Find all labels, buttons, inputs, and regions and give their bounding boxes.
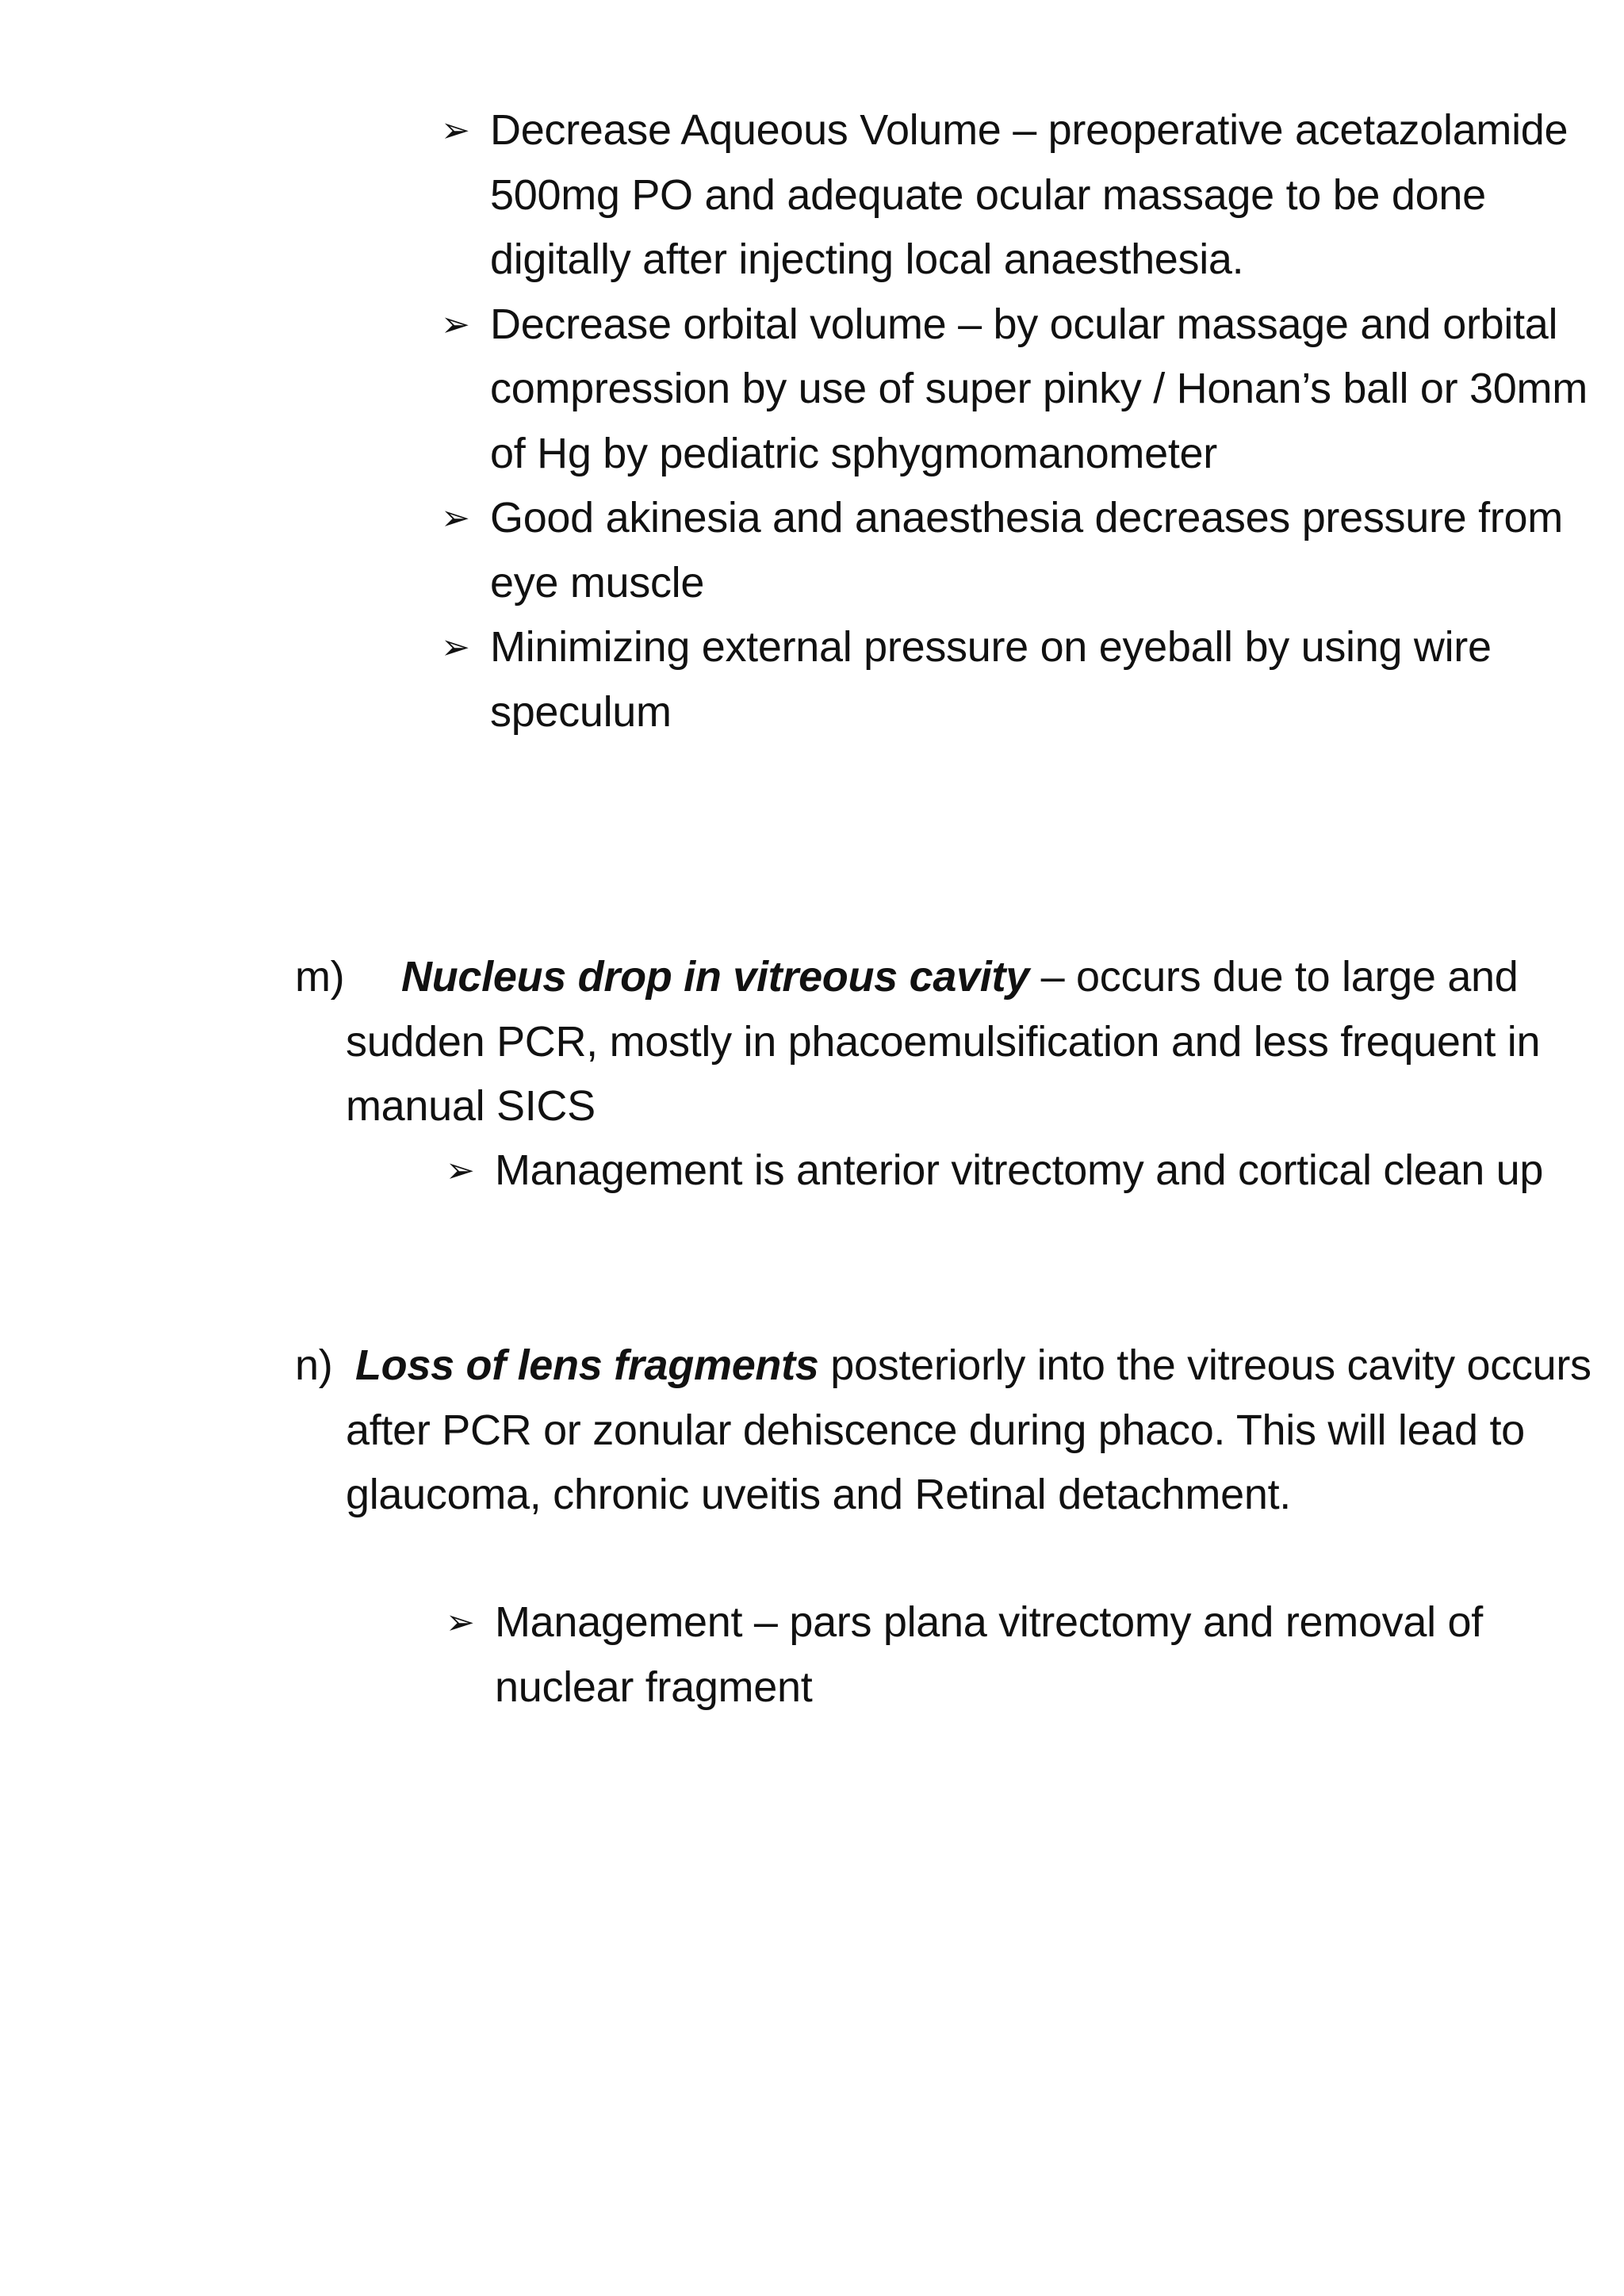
arrow-bullet-icon: ➢ bbox=[446, 1150, 475, 1191]
arrow-bullet-icon: ➢ bbox=[441, 627, 470, 668]
bullet-text: Minimizing external pressure on eyeball by using wire speculum bbox=[490, 623, 1492, 736]
arrow-bullet-icon: ➢ bbox=[441, 304, 470, 345]
arrow-bullet-icon: ➢ bbox=[441, 110, 470, 151]
list-item bbox=[441, 293, 1614, 487]
arrow-bullet-icon: ➢ bbox=[446, 1602, 475, 1643]
section-m-marker: m) bbox=[295, 953, 345, 1001]
list-item bbox=[446, 1590, 1603, 1720]
bullet-text: Decrease orbital volume – by ocular massage and orbital compression by use of super pinky / Honan’s ball or 30mm of Hg by pediatric sphygmomanometer bbox=[490, 300, 1588, 477]
arrow-bullet-icon: ➢ bbox=[441, 498, 470, 538]
section-m-term: Nucleus drop in vitreous cavity bbox=[401, 953, 1029, 1001]
bullet-text: Good akinesia and anaesthesia decreases pressure from eye muscle bbox=[490, 494, 1563, 607]
list-item bbox=[441, 615, 1614, 744]
section-n-body: posteriorly into the vitreous cavity occurs after PCR or zonular dehiscence during phaco. This will lead to glaucoma, chronic uveitis and Retinal detachment. bbox=[346, 1341, 1591, 1518]
bullet-text: Management – pars plana vitrectomy and removal of nuclear fragment bbox=[495, 1598, 1483, 1711]
bullet-text: Management is anterior vitrectomy and cortical clean up bbox=[495, 1146, 1544, 1194]
section-m-body: – occurs due to large and sudden PCR, mostly in phacoemulsification and less frequent in manual SICS bbox=[346, 953, 1541, 1130]
bullet-text: Decrease Aqueous Volume – preoperative acetazolamide 500mg PO and adequate ocular massage to be done digitally after injecting local anaesthesia. bbox=[490, 106, 1568, 283]
list-item bbox=[441, 486, 1614, 615]
list-item bbox=[446, 1138, 1588, 1203]
section-n-bullet-list bbox=[446, 1590, 1603, 1720]
section-n-marker: n) bbox=[295, 1341, 333, 1389]
section-n-paragraph bbox=[295, 1334, 1624, 1528]
section-m-bullet-list bbox=[446, 1138, 1588, 1203]
list-item bbox=[441, 98, 1614, 293]
section-m-paragraph bbox=[295, 945, 1624, 1139]
section-n-term: Loss of lens fragments bbox=[355, 1341, 819, 1389]
top-bullet-list bbox=[441, 98, 1614, 744]
